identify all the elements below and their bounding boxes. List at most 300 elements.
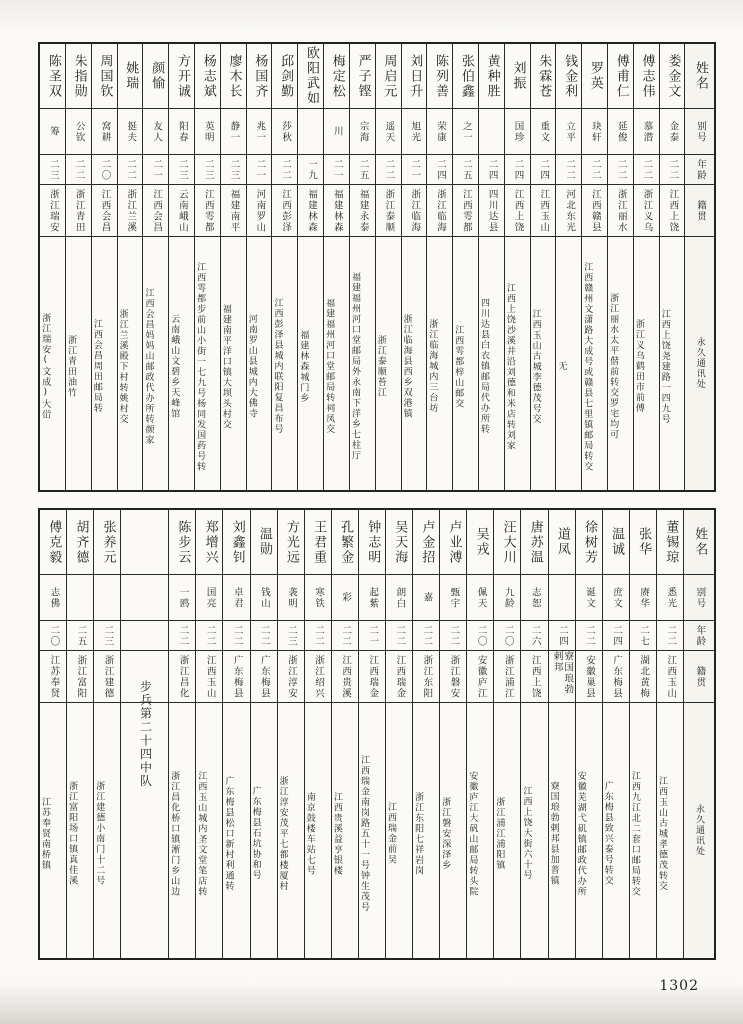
address-cell (479, 236, 504, 490)
native-cell (305, 650, 331, 702)
age-cell (143, 154, 168, 184)
age-cell (278, 620, 304, 650)
alias-cell (608, 108, 633, 154)
native-cell (603, 650, 629, 702)
name-cell-text: 郑增兴 (202, 519, 218, 565)
address-cell-text: 江西玉山城内圣文堂笔店转 (196, 770, 207, 897)
name-cell (40, 44, 65, 108)
person-column (168, 510, 195, 958)
address-cell (467, 702, 493, 958)
native-cell (402, 184, 427, 236)
alias-cell-text: 窝耕 (99, 120, 111, 143)
address-cell (196, 702, 222, 958)
age-cell (494, 620, 520, 650)
age-cell (402, 154, 427, 184)
person-column (478, 44, 504, 490)
person-column (548, 510, 575, 958)
native-cell-text: 浙江淳安 (285, 654, 297, 699)
name-cell-text: 傅甫仁 (613, 53, 629, 99)
age-cell-text: 二二 (204, 624, 216, 647)
name-cell (413, 510, 439, 574)
name-cell (505, 44, 530, 108)
age-cell-text: 二〇 (475, 624, 487, 647)
name-cell-text: 陈圣双 (45, 53, 61, 99)
person-column (555, 44, 581, 490)
person-column (656, 510, 683, 958)
alias-cell (169, 574, 195, 620)
address-cell-text: 浙江富阳场口镇真佳溪 (67, 781, 78, 886)
age-cell (440, 620, 466, 650)
name-cell (67, 510, 93, 574)
age-cell (608, 154, 633, 184)
name-cell-text: 傅克毅 (46, 519, 62, 565)
address-cell-text: 河南罗山县城内大佛寺 (246, 314, 257, 419)
age-cell (350, 154, 375, 184)
address-cell-text: 江西会昌周田邮局转 (91, 319, 102, 414)
alias-cell (660, 108, 685, 154)
age-cell-text: 二四 (512, 158, 524, 181)
person-column (493, 510, 520, 958)
alias-cell-text: 遥天 (383, 120, 395, 143)
alias-cell-text: 挺夫 (125, 120, 137, 143)
age-cell-text: 二〇 (48, 624, 60, 647)
name-cell-text: 卢业溥 (446, 519, 462, 565)
native-cell-text: 浙江绍兴 (313, 654, 325, 699)
alias-cell-text: 庶文 (611, 586, 623, 609)
native-cell (247, 184, 272, 236)
native-cell (630, 650, 656, 702)
native-cell-text: 浙江建德 (102, 654, 114, 699)
name-cell-text: 孔繁金 (338, 519, 354, 565)
name-cell (608, 44, 633, 108)
name-cell (479, 44, 504, 108)
name-cell-text: 廖木长 (226, 53, 242, 99)
name-cell (467, 510, 493, 574)
native-cell-text: 江西彭泽 (280, 188, 292, 233)
age-cell-text: 二二 (583, 624, 595, 647)
name-cell (556, 44, 581, 108)
name-cell-text: 欧阳武如 (303, 46, 319, 106)
person-column (439, 510, 466, 958)
alias-cell-text: 国珍 (512, 120, 524, 143)
name-cell (660, 44, 685, 108)
address-cell-text: 江西玉山古城李德茂号交 (530, 308, 541, 425)
age-cell-text: 二三 (176, 158, 188, 181)
native-cell-text: 江西上饶 (529, 654, 541, 699)
alias-cell-text: 卓君 (231, 586, 243, 609)
address-cell-text: 浙江瑞安(文成)大峃 (40, 313, 51, 420)
address-cell (494, 702, 520, 958)
alias-cell (576, 574, 602, 620)
alias-cell (195, 108, 220, 154)
address-cell-text: 浙江兰溪殿下村转姚村交 (117, 308, 128, 425)
name-cell (350, 44, 375, 108)
address-cell-text: 浙江东阳七祥岩岗 (413, 791, 424, 876)
alias-cell-text: 之一 (460, 120, 472, 143)
name-cell-text: 方开诚 (174, 53, 190, 99)
name-cell (582, 44, 607, 108)
address-cell (332, 702, 358, 958)
age-cell (169, 154, 194, 184)
address-cell (556, 236, 581, 490)
alias-cell (272, 108, 297, 154)
address-cell-text: 江苏奉贤南桥镇 (40, 796, 51, 871)
header-age-label (684, 620, 714, 650)
age-cell (427, 154, 452, 184)
address-cell-text: 寮国琅勃剌邦县加普镇 (548, 781, 559, 886)
age-cell-text: 二七 (638, 624, 650, 647)
native-cell-text: 河南罗山 (254, 188, 266, 233)
age-cell (376, 154, 401, 184)
address-cell-text: 江西会昌妈妈山邮政代办所转颜家 (143, 287, 154, 446)
age-cell (40, 620, 66, 650)
age-cell (453, 154, 478, 184)
native-cell-text: 浙江泰顺 (383, 188, 395, 233)
address-cell (67, 702, 93, 958)
age-cell (582, 154, 607, 184)
address-cell-text: 广东梅县石坑协和号 (250, 786, 261, 881)
alias-cell-text: 重文 (538, 120, 550, 143)
native-cell (195, 184, 220, 236)
person-column (220, 44, 246, 490)
age-cell-text: 二二 (73, 158, 85, 181)
name-cell-text: 王君重 (311, 519, 326, 565)
native-cell (427, 184, 452, 236)
person-column (222, 510, 249, 958)
person-column (91, 44, 117, 490)
person-column (401, 44, 427, 490)
age-cell-text: 二二 (667, 158, 679, 181)
person-column (331, 510, 358, 958)
address-cell-text: 浙江昌化桥口镇淅门乡山边 (169, 770, 180, 897)
age-cell (332, 620, 358, 650)
name-cell-text: 罗英 (587, 61, 603, 91)
native-cell (386, 650, 412, 702)
native-cell (634, 184, 659, 236)
name-cell (453, 44, 478, 108)
name-cell (118, 44, 143, 108)
name-cell (298, 44, 323, 108)
address-cell (40, 702, 66, 958)
alias-cell (223, 574, 249, 620)
native-cell-text: 广东梅县 (258, 654, 270, 699)
age-cell-text: 二五 (460, 158, 472, 181)
alias-cell (118, 108, 143, 154)
person-column (349, 44, 375, 490)
alias-cell (376, 108, 401, 154)
alias-cell-text: 金泰 (667, 120, 679, 143)
age-cell (521, 620, 547, 650)
native-cell (94, 650, 120, 702)
header-native-label (684, 650, 714, 702)
native-cell (576, 650, 602, 702)
person-column (168, 44, 194, 490)
address-cell (376, 236, 401, 490)
alias-cell (66, 108, 91, 154)
address-cell (453, 236, 478, 490)
age-cell-text: 二一 (367, 624, 379, 647)
age-cell-text: 二二 (280, 158, 292, 181)
native-cell-text: 云南峨山 (176, 188, 188, 233)
native-cell (453, 184, 478, 236)
name-cell-text: 钱金利 (562, 53, 578, 99)
person-column (385, 510, 412, 958)
alias-cell-text: 玦轩 (589, 120, 601, 143)
native-cell (143, 184, 168, 236)
native-cell (223, 650, 249, 702)
alias-cell-text: 慕潜 (641, 120, 653, 143)
native-cell (467, 650, 493, 702)
native-cell (221, 184, 246, 236)
person-column (659, 44, 685, 490)
alias-cell-text: 公钦 (73, 120, 85, 143)
person-column (271, 44, 297, 490)
name-cell (272, 44, 297, 108)
header-alias-label-text: 别号 (694, 586, 706, 609)
address-cell-text: 江西九江北二套口邮局转交 (629, 770, 640, 897)
address-cell (221, 236, 246, 490)
age-cell (359, 620, 385, 650)
name-cell (305, 510, 331, 574)
alias-cell-text: 佩天 (475, 586, 487, 609)
header-native-label (685, 184, 714, 236)
address-cell-text: 浙江建德小南门十二号 (94, 781, 105, 886)
address-cell (298, 236, 323, 490)
address-cell-text: 浙江丽水太平偕前转交罗宅均可 (608, 293, 619, 440)
address-cell (576, 702, 602, 958)
address-cell (359, 702, 385, 958)
address-cell-text: 江西上饶大街六十号 (521, 786, 532, 881)
native-cell (67, 650, 93, 702)
person-column (452, 44, 478, 490)
address-cell-text: 浙江临海县西乡双港镇 (401, 314, 412, 419)
person-column (297, 44, 323, 490)
age-cell-text: 二二 (615, 158, 627, 181)
alias-cell-text: 志恕 (529, 586, 541, 609)
age-cell-text: 二二 (564, 158, 576, 181)
address-cell (603, 702, 629, 958)
native-cell (549, 650, 575, 702)
alias-cell-text: 国亮 (204, 586, 216, 609)
name-cell (92, 44, 117, 108)
address-cell-text: 江西贵溪益亨银楼 (331, 791, 342, 876)
alias-cell (657, 574, 683, 620)
native-cell-text: 江西玉山 (665, 654, 677, 699)
age-cell (92, 154, 117, 184)
address-cell-text: 江西瑞金前吴 (386, 802, 397, 865)
name-cell (247, 44, 272, 108)
alias-cell (196, 574, 222, 620)
age-cell (169, 620, 195, 650)
alias-cell (324, 108, 349, 154)
header-age-label (685, 154, 714, 184)
address-cell (549, 702, 575, 958)
name-cell (94, 510, 120, 574)
unit-divider-label-text: 步兵第二十四中队 (138, 680, 153, 788)
name-cell-text: 温勋 (256, 527, 272, 557)
address-cell-text: 云南峨山文碧乡天峰馆 (169, 314, 180, 419)
age-cell (66, 154, 91, 184)
alias-cell-text: 嘉 (421, 592, 433, 603)
address-cell-text: 福建林森城门乡 (298, 329, 309, 404)
name-cell-text: 杨志斌 (200, 53, 216, 99)
native-cell-text: 河北东光 (564, 188, 576, 233)
alias-cell-text: 九龄 (502, 586, 514, 609)
address-cell (195, 236, 220, 490)
native-cell-text: 广东梅县 (231, 654, 243, 699)
address-cell (402, 236, 427, 490)
header-alias-label (684, 574, 714, 620)
name-cell (169, 44, 194, 108)
alias-cell-text: 一鸥 (177, 586, 189, 609)
alias-cell (247, 108, 272, 154)
native-cell-text: 福建南平 (228, 188, 240, 233)
age-cell-text: 二六 (529, 624, 541, 647)
alias-cell-text: 宗海 (357, 120, 369, 143)
address-cell (272, 236, 297, 490)
alias-cell (630, 574, 656, 620)
alias-cell (634, 108, 659, 154)
name-cell (66, 44, 91, 108)
alumni-table-bottom (38, 508, 716, 960)
header-address-label (684, 702, 714, 958)
name-cell (630, 510, 656, 574)
native-cell-text: 江西玉山 (204, 654, 216, 699)
alias-cell (603, 574, 629, 620)
alias-cell (169, 108, 194, 154)
page-number: 1302 (659, 978, 699, 994)
name-cell-text: 张养元 (100, 519, 116, 565)
name-cell-text: 方光远 (283, 519, 299, 565)
name-cell (221, 44, 246, 108)
native-cell-text: 江西贵溪 (340, 654, 352, 699)
name-cell (278, 510, 304, 574)
address-cell (169, 702, 195, 958)
address-cell-text: 浙江泰顺苔江 (375, 335, 386, 398)
address-cell-text: 福建南平洋口镇大坝头村交 (220, 303, 231, 430)
name-cell-text: 杨国齐 (252, 53, 268, 99)
person-column (195, 510, 222, 958)
person-column (575, 510, 602, 958)
person-column (607, 44, 633, 490)
alias-cell (332, 574, 358, 620)
age-cell-text: 二三 (285, 624, 297, 647)
alias-cell-text: 诞文 (583, 586, 595, 609)
person-column (277, 510, 304, 958)
alumni-table-top (38, 42, 716, 492)
address-cell (505, 236, 530, 490)
native-cell-text: 江西雩都 (460, 188, 472, 233)
age-cell (467, 620, 493, 650)
name-cell (427, 44, 452, 108)
name-cell-text: 陈列善 (433, 53, 448, 99)
name-cell-text: 吴天海 (392, 519, 408, 565)
alias-cell-text: 莎秋 (280, 120, 292, 143)
native-cell-text: 浙江浦江 (502, 654, 514, 699)
native-cell-text: 江西上饶 (667, 188, 679, 233)
age-cell-text: 二一 (331, 158, 343, 181)
name-cell (332, 510, 358, 574)
name-cell (603, 510, 629, 574)
person-column (66, 510, 93, 958)
native-cell (40, 650, 66, 702)
native-cell (494, 650, 520, 702)
alias-cell (413, 574, 439, 620)
address-cell-text: 浙江义乌鹤田市前傅 (633, 319, 644, 414)
name-cell-text: 朱指勋 (71, 53, 87, 99)
age-cell-text: 二二 (340, 624, 352, 647)
native-cell-text: 浙江青田 (73, 188, 85, 233)
alias-cell-text: 悉光 (665, 586, 677, 609)
age-cell (67, 620, 93, 650)
alias-cell-text: 袭明 (285, 586, 297, 609)
age-cell-text: 一九 (305, 158, 317, 181)
age-cell-text: 二三 (47, 158, 59, 181)
person-column (358, 510, 385, 958)
age-cell-text: 二一 (409, 158, 421, 181)
person-column (246, 44, 272, 490)
alias-cell (494, 574, 520, 620)
native-cell-text: 江西赣县 (589, 188, 601, 233)
age-cell (94, 620, 120, 650)
name-cell-text: 道凤 (554, 527, 570, 557)
person-column (40, 510, 66, 958)
alias-cell (350, 108, 375, 154)
address-cell-text: 江西瑞金南岗路五十一号钟生茂号 (358, 754, 369, 913)
alias-cell (521, 574, 547, 620)
native-cell (350, 184, 375, 236)
address-cell-text: 浙江青田油竹 (66, 335, 77, 398)
address-cell-text: 江西玉山古城孝德茂转交 (656, 775, 667, 892)
name-cell (169, 510, 195, 574)
native-cell (272, 184, 297, 236)
address-cell (634, 236, 659, 490)
age-cell-text: 二二 (177, 624, 189, 647)
native-cell-text: 江西玉山 (538, 188, 550, 233)
address-cell (521, 702, 547, 958)
person-column (466, 510, 493, 958)
name-cell (657, 510, 683, 574)
address-cell-text: 浙江浦江浦阳镇 (494, 796, 505, 871)
age-cell-text: 二五 (357, 158, 369, 181)
native-cell (479, 184, 504, 236)
header-address-label (685, 236, 714, 490)
native-cell-text: 浙江东阳 (421, 654, 433, 699)
native-cell (169, 650, 195, 702)
name-cell-text: 张伯鑫 (458, 53, 474, 99)
address-cell-text: 浙江磐安深泽乡 (440, 796, 451, 871)
alias-cell-text: 旭光 (409, 120, 421, 143)
age-cell (305, 620, 331, 650)
age-cell-text: 二二 (231, 624, 243, 647)
alias-cell-text: 川 (331, 126, 343, 137)
name-cell-text: 胡齐德 (73, 519, 89, 565)
native-cell (413, 650, 439, 702)
address-cell (223, 702, 249, 958)
alias-cell-text: 延俊 (615, 120, 627, 143)
native-cell (118, 184, 143, 236)
name-cell-text: 徐树芳 (581, 519, 597, 565)
address-cell (92, 236, 117, 490)
name-cell-text: 朱霖苍 (536, 53, 552, 99)
alias-cell (427, 108, 452, 154)
name-cell (40, 510, 66, 574)
person-column (117, 44, 143, 490)
native-cell-text: 浙江昌化 (177, 654, 189, 699)
address-cell-text: 江西彭泽县城内联阳复昌布号 (272, 298, 283, 435)
address-cell (608, 236, 633, 490)
name-cell-text: 董锡琼 (663, 519, 679, 565)
